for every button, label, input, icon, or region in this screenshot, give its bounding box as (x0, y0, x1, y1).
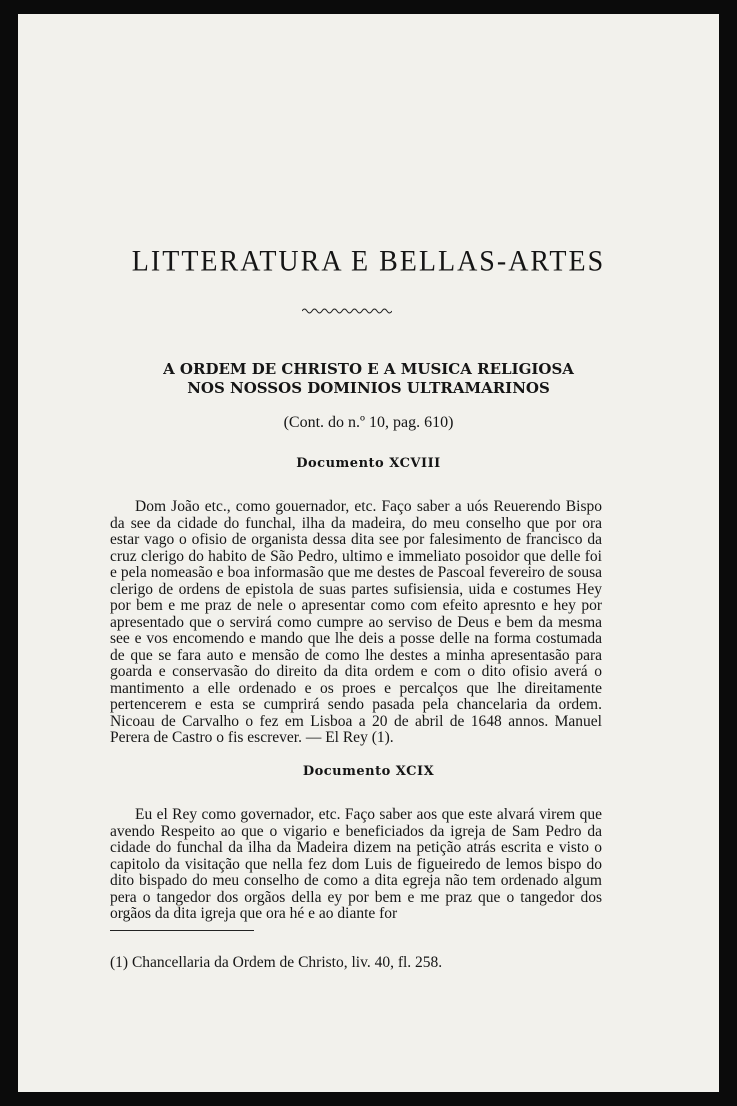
document-body: Dom João etc., como gouernador, etc. Faço saber a uós Reuerendo Bispo da see da cidade do funchal, ilha da madeira, do meu conselho que por ora estar vago o ofisio de organista dessa dita see por falesimento de francisco da cruz clerigo do habito de São Pedro, ultimo e immeliato posoidor que delle foi e pela nomeasão e boa informasão que me destes de Pascoal fevereiro de sousa clerigo de ordens de epistola de suas partes sufisiensia, uida e costumes Hey por bem e me praz de nele o apresentar como com efeito apresnto e hey por apresentado que o servirá como cumpre ao serviso de Deus e bem da mesma see e vos encomendo e mando que lhe deis a posse delle na forma costumada de que se fara auto e mensão de como lhe destes a minha apresentasão para goarda e conservasão do direito da dita ordem e com o dito ofisio averá o mantimento a elle ordenado e os proes e percalços que lhe direitamente pertencerem e esta se cumprirá sendo pasada pela chancelaria da ordem. Nicoau de Carvalho o fez em Lisboa a 20 de abril de 1648 annos. Manuel Perera de Castro o fis escrever. — El Rey (1). (110, 498, 602, 746)
section-title: LITTERATURA E BELLAS-ARTES (131, 245, 606, 278)
footnote-divider (110, 930, 254, 931)
document-body: Eu el Rey como governador, etc. Faço saber aos que este alvará virem que avendo Respeito ao que o vigario e beneficiados da igreja de Sam Pedro da cidade do funchal da ilha da Madeira dizem na petição atrás escrita e visto o capitolo da visitação que nella fez dom Luis de figueiredo de lemos bispo do dito bispado do meu conselho de como a dita egreja não tem ordenado algum pera o tangedor dos orgãos della ey por bem e me praz que o tangedor dos orgãos da dita igreja que ora hé e ao diante for (110, 806, 602, 922)
document-heading: Documento XCVIII (296, 456, 441, 471)
article-title-line-2: NOS NOSSOS DOMINIOS ULTRAMARINOS (187, 379, 550, 397)
footnote: (1) Chancellaria da Ordem de Christo, liv. 40, fl. 258. (110, 954, 443, 971)
document-heading: Documento XCIX (302, 764, 435, 779)
wavy-rule-icon (302, 306, 392, 316)
article-title (18, 360, 719, 398)
article-title-line-1: A ORDEM DE CHRISTO E A MUSICA RELIGIOSA (163, 360, 574, 378)
continuation-note: (Cont. do n.º 10, pag. 610) (283, 414, 454, 431)
document-page (18, 14, 719, 1092)
